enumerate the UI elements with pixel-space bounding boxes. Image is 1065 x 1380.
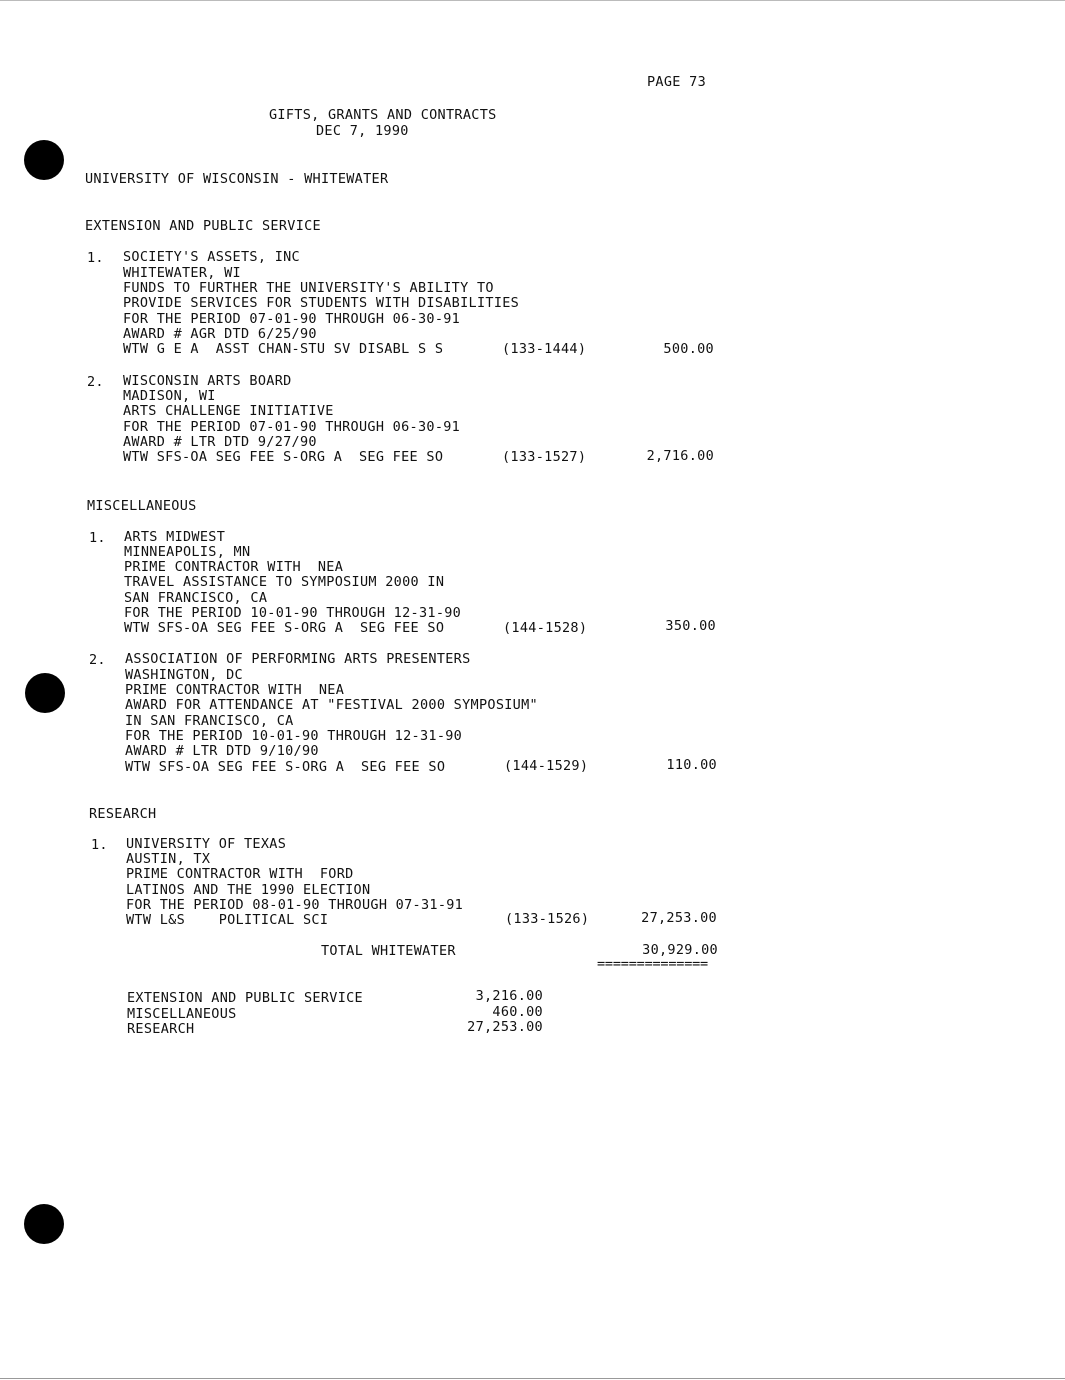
document-title: GIFTS, GRANTS AND CONTRACTS xyxy=(269,107,497,123)
punch-hole-bottom xyxy=(24,1204,64,1244)
entry-line: AWARD # LTR DTD 9/27/90 xyxy=(123,434,317,450)
entry-amount: 500.00 xyxy=(663,341,714,357)
summary-amount: 27,253.00 xyxy=(467,1019,543,1035)
entry-number: 2. xyxy=(87,374,104,390)
entry-amount: 110.00 xyxy=(666,757,717,773)
entry-line: MINNEAPOLIS, MN xyxy=(124,544,251,560)
entry-line: IN SAN FRANCISCO, CA xyxy=(125,713,294,729)
entry-line: WISCONSIN ARTS BOARD xyxy=(123,373,292,389)
punch-hole-top xyxy=(24,140,64,180)
total-double-underline: ============== xyxy=(597,956,708,972)
entry-line: AWARD # LTR DTD 9/10/90 xyxy=(125,743,319,759)
total-label: TOTAL WHITEWATER xyxy=(321,943,456,959)
bottom-scan-edge xyxy=(0,1378,1065,1379)
summary-amount: 460.00 xyxy=(492,1004,543,1020)
entry-line: MADISON, WI xyxy=(123,388,216,404)
entry-line: LATINOS AND THE 1990 ELECTION xyxy=(126,882,371,898)
summary-amount: 3,216.00 xyxy=(475,988,543,1004)
entry-account: WTW G E A ASST CHAN-STU SV DISABL S S xyxy=(123,341,444,357)
summary-label: EXTENSION AND PUBLIC SERVICE xyxy=(127,990,363,1006)
entry-line: AUSTIN, TX xyxy=(126,851,211,867)
entry-line: SOCIETY'S ASSETS, INC xyxy=(123,249,300,265)
summary-label: MISCELLANEOUS xyxy=(127,1006,237,1022)
entry-line: AWARD # AGR DTD 6/25/90 xyxy=(123,326,317,342)
entry-line: PRIME CONTRACTOR WITH FORD xyxy=(126,866,354,882)
entry-line: FOR THE PERIOD 10-01-90 THROUGH 12-31-90 xyxy=(125,728,463,744)
entry-line: FOR THE PERIOD 10-01-90 THROUGH 12-31-90 xyxy=(124,605,462,621)
entry-line: PRIME CONTRACTOR WITH NEA xyxy=(125,682,345,698)
entry-line: ASSOCIATION OF PERFORMING ARTS PRESENTERS xyxy=(125,651,471,667)
entry-line: SAN FRANCISCO, CA xyxy=(124,590,268,606)
entry-line: ARTS CHALLENGE INITIATIVE xyxy=(123,403,334,419)
top-scan-edge xyxy=(0,0,1065,1)
entry-number: 2. xyxy=(89,652,106,668)
entry-amount: 27,253.00 xyxy=(641,910,717,926)
summary-label: RESEARCH xyxy=(127,1021,195,1037)
entry-line: FOR THE PERIOD 07-01-90 THROUGH 06-30-91 xyxy=(123,419,461,435)
entry-account: WTW SFS-OA SEG FEE S-ORG A SEG FEE SO xyxy=(123,449,444,465)
document-date: DEC 7, 1990 xyxy=(316,123,409,139)
entry-number: 1. xyxy=(89,530,106,546)
section-heading: RESEARCH xyxy=(89,806,157,822)
page-number: PAGE 73 xyxy=(647,74,706,90)
entry-code: (133-1526) xyxy=(505,911,590,927)
entry-line: WHITEWATER, WI xyxy=(123,265,241,281)
entry-line: PRIME CONTRACTOR WITH NEA xyxy=(124,559,344,575)
entry-account: WTW SFS-OA SEG FEE S-ORG A SEG FEE SO xyxy=(124,620,445,636)
entry-code: (144-1528) xyxy=(503,620,588,636)
entry-amount: 2,716.00 xyxy=(646,448,714,464)
entry-account: WTW L&S POLITICAL SCI xyxy=(126,912,329,928)
total-amount: 30,929.00 xyxy=(642,942,718,958)
entry-line: FUNDS TO FURTHER THE UNIVERSITY'S ABILITY TO xyxy=(123,280,494,296)
entry-line: WASHINGTON, DC xyxy=(125,667,243,683)
entry-account: WTW SFS-OA SEG FEE S-ORG A SEG FEE SO xyxy=(125,759,446,775)
entry-number: 1. xyxy=(91,837,108,853)
entry-code: (144-1529) xyxy=(504,758,589,774)
entry-amount: 350.00 xyxy=(665,618,716,634)
entry-line: UNIVERSITY OF TEXAS xyxy=(126,836,287,852)
entry-line: FOR THE PERIOD 07-01-90 THROUGH 06-30-91 xyxy=(123,311,461,327)
entry-number: 1. xyxy=(87,250,104,266)
entry-code: (133-1527) xyxy=(502,449,587,465)
punch-hole-middle xyxy=(25,673,65,713)
entry-line: TRAVEL ASSISTANCE TO SYMPOSIUM 2000 IN xyxy=(124,574,445,590)
section-heading: MISCELLANEOUS xyxy=(87,498,197,514)
entry-code: (133-1444) xyxy=(502,341,587,357)
entry-line: ARTS MIDWEST xyxy=(124,529,226,545)
entry-line: AWARD FOR ATTENDANCE AT "FESTIVAL 2000 SYMPOSIUM" xyxy=(125,697,538,713)
entry-line: FOR THE PERIOD 08-01-90 THROUGH 07-31-91 xyxy=(126,897,464,913)
section-heading: EXTENSION AND PUBLIC SERVICE xyxy=(85,218,321,234)
entry-line: PROVIDE SERVICES FOR STUDENTS WITH DISABILITIES xyxy=(123,295,520,311)
institution-name: UNIVERSITY OF WISCONSIN - WHITEWATER xyxy=(85,171,389,187)
